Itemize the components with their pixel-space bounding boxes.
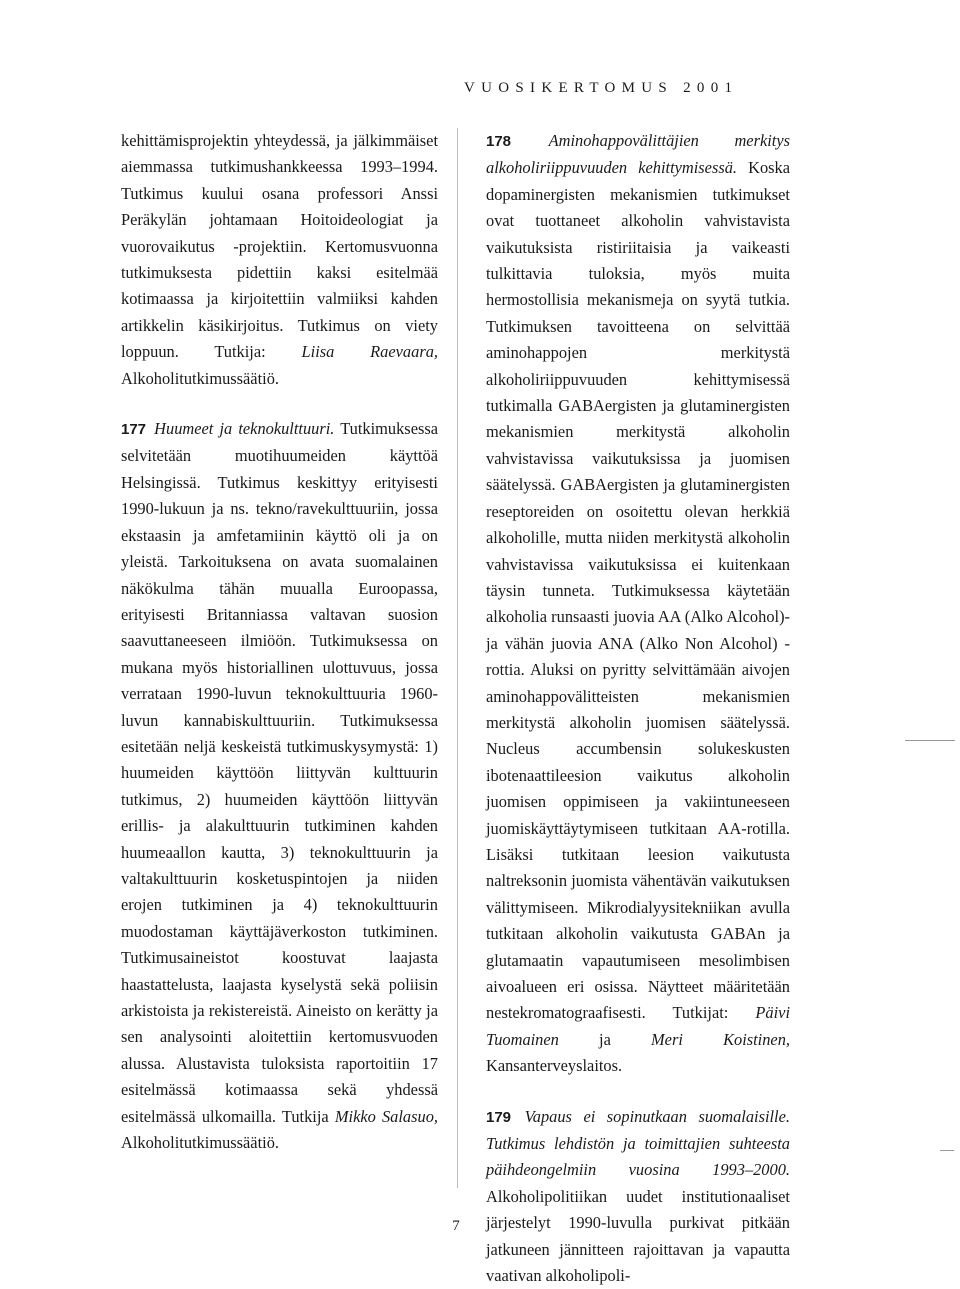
scan-artifact-line	[905, 740, 955, 741]
researcher-name: Mikko Salasuo,	[334, 1106, 438, 1126]
entry-title: Aminohappovälittäjien merkitys alkoholiriippuvuuden kehittymisessä.	[486, 131, 790, 178]
entry-text: Alkoholipolitiikan uudet institutionaaliset järjestelyt 1990-luvulla purkivat pitkään jatkuneen jännitteen rajoittavan ja vapautta vaativan alkoholipoli-	[486, 1186, 790, 1286]
right-column	[486, 128, 790, 1289]
entry-text: Koska dopaminergisten mekanismien tutkimukset ovat tuottaneet alkoholin vahvistavista vaikutuksista ristiriitaisia ja vaikeasti tulkittavia tuloksia, myös muita hermostollisia mekanismeja on syytä tutkia. Tutkimuksen tavoitteena on selvittää aminohappojen merkitystä alkoholiriippuvuuden kehittymisessä tutkimalla GABAergisten ja glutaminergisten mekanismien merkitystä alkoholin vahvistavissa vaikutuksissa ja juomisen säätelyssä. GABAergisten ja glutaminergisten reseptoreiden on osoitettu olevan herkkiä alkoholille, mutta niiden merkitystä alkoholin vahvistavissa vaikutuksissa ei kuitenkaan täysin tunneta. Tutkimuksessa käytetään alkoholia runsaasti juovia AA (Alko Alcohol)- ja vähän juovia ANA (Alko Non Alcohol) -rottia. Aluksi on pyritty selvittämään aivojen aminohappovälitteisten mekanismien merkitystä alkoholin juomisen säätelyssä. Nucleus accumbensin solukeskusten ibotenaattileesion vaikutus alkoholin juomisen oppimiseen ja vakiintuneeseen juomiskäyttäytymiseen tutkitaan AA-rotilla. Lisäksi tutkitaan leesion vaikutusta naltreksonin juomista vähentävän vaikutuksen välittymiseen. Mikrodialyysitekniikan avulla tutkitaan alkoholin vaikutusta GABAn ja glutamaatin vapautumiseen mesolimbisen aivoalueen eri osissa. Näytteet määritetään nestekromatograafisesti. Tutkijat:	[486, 158, 791, 1023]
entry-title: Huumeet ja teknokulttuuri.	[154, 419, 335, 439]
page-number: 7	[452, 1218, 460, 1234]
organization: Alkoholitutkimussäätiö.	[121, 1133, 279, 1153]
researcher-name: Liisa Raevaara,	[301, 342, 438, 362]
researcher-name: Päivi Tuomainen	[486, 1003, 790, 1049]
connector-text: ja	[558, 1029, 652, 1049]
scan-artifact-line	[940, 1150, 954, 1151]
researcher-name: Meri Koistinen,	[651, 1029, 790, 1049]
entry-number: 179	[486, 1108, 512, 1126]
entry-number: 178	[486, 133, 512, 150]
entry-178	[486, 128, 790, 1080]
entry-177	[121, 416, 438, 1156]
organization: Alkoholitutkimussäätiö.	[121, 368, 279, 388]
entry-179	[486, 1104, 790, 1289]
entry-text: Tutkimuksessa selvitetään muotihuumeiden käyttöä Helsingissä. Tutkimus keskittyy erityisesti 1990-lukuun ja ns. tekno/ravekulttuuriin, jossa ekstaasin ja amfetamiinin käyttö oli ja on yleistä. Tarkoituksena on avata suomalainen näkökulma tähän muualla Euroopassa, erityisesti Britanniassa valtavan suosion saavuttaneeseen ilmiöön. Tutkimuksessa on mukana myös historiallinen ulottuvuus, jossa verrataan 1990-luvun teknokulttuuria 1960-luvun kannabiskulttuuriin. Tutkimuksessa esitetään neljä keskeistä tutkimuskysymystä: 1) huumeiden käyttöön liittyvän kulttuurin tutkimus, 2) huumeiden käyttöön liittyvän erillis- ja alakulttuurin tutkiminen kahden huumeaallon kautta, 3) teknokulttuurin ja valtakulttuurin kosketuspintojen ja niiden erojen tutkiminen ja 4) teknokulttuurin muodostaman käyttäjäverkoston tutkiminen. Tutkimusaineistot koostuvat laajasta haastattelusta, laajasta kyselystä sekä poliisin arkistoista ja rekistereistä. Aineisto on kerätty ja sen analysointi aloitettiin kertomusvuoden alussa. Alustavista tuloksista raportoitiin 17 esitelmässä kotimaassa sekä yhdessä esitelmässä ulkomailla. Tutkija	[121, 419, 438, 1126]
page-header: VUOSIKERTOMUS 2001	[464, 80, 739, 96]
entry-number: 177	[121, 421, 147, 439]
organization: Kansanterveyslaitos.	[486, 1056, 623, 1076]
entry-text: kehittämisprojektin yhteydessä, ja jälkimmäiset aiemmassa tutkimushankkeessa 1993–1994. Tutkimus kuului osana professori Anssi Peräkylän johtamaan Hoitoideologiat ja vuorovaikutus -projektiin. Kertomusvuonna tutkimuksesta pidettiin kaksi esitelmää kotimaassa ja kirjoitettiin valmiiksi kahden artikkelin käsikirjoitus. Tutkimus on viety loppuun. Tutkija:	[121, 131, 438, 362]
entry-title: Vapaus ei sopinutkaan suomalaisille. Tutkimus lehdistön ja toimittajien suhteesta päihdeongelmiin vuosina 1993–2000.	[486, 1106, 790, 1180]
left-column	[121, 128, 438, 1156]
column-divider	[457, 128, 458, 1188]
entry-176-continuation	[121, 128, 438, 392]
